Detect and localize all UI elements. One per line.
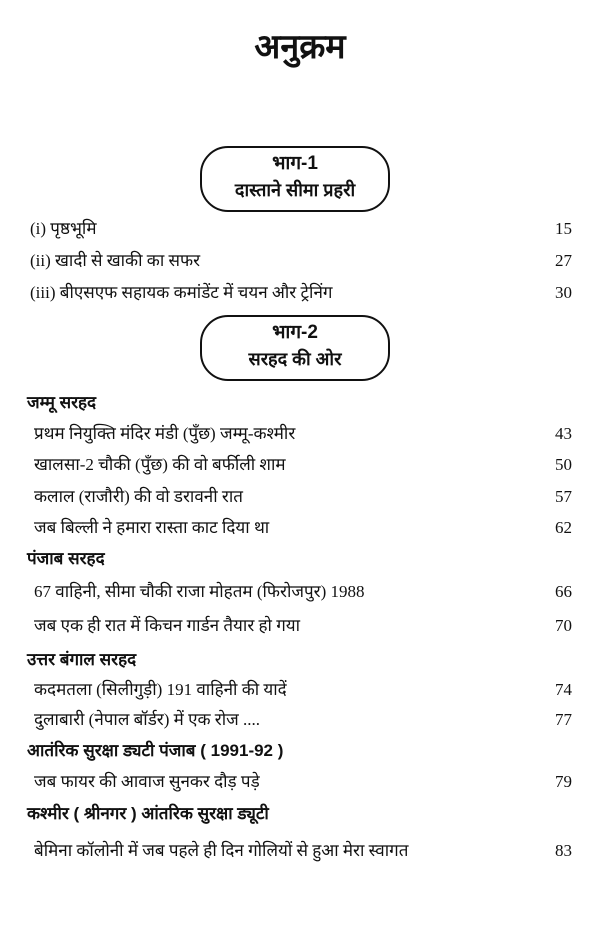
entry-title: जब बिल्ली ने हमारा रास्ता काट दिया था [34,518,270,537]
entry-page: 70 [555,616,572,635]
section-heading: जम्मू सरहद [27,393,97,412]
entry-page: 43 [555,424,572,443]
entry-title: बेमिना कॉलोनी में जब पहले ही दिन गोलियों से हुआ मेरा स्वागत [34,841,409,860]
entry-page: 66 [555,582,572,601]
entry-title: (ii) खादी से खाकी का सफर [30,251,201,270]
toc-entry[interactable] [30,838,572,864]
toc-entry[interactable] [30,452,572,478]
part-title: दास्ताने सीमा प्रहरी [234,180,356,200]
entry-page: 62 [555,518,572,537]
part-2-box [200,315,390,381]
toc-entry[interactable] [30,613,572,639]
toc-entry[interactable] [30,677,572,703]
entry-page: 83 [555,841,572,860]
toc-entry[interactable] [30,484,572,510]
toc-entry[interactable] [30,769,572,795]
entry-title: (iii) बीएसएफ सहायक कमांडेंट में चयन और ट्रेनिंग [30,283,333,302]
toc-entry[interactable] [30,421,572,447]
section-heading: पंजाब सरहद [27,549,105,568]
section-heading: कश्मीर ( श्रीनगर ) आंतरिक सुरक्षा ड्यूटी [27,804,269,823]
entry-title: प्रथम नियुक्ति मंदिर मंडी (पुँछ) जम्मू-कश्मीर [34,424,296,443]
section-heading: उत्तर बंगाल सरहद [27,650,137,669]
toc-entry[interactable] [30,515,572,541]
entry-title: जब फायर की आवाज सुनकर दौड़ पड़े [34,772,260,791]
entry-page: 77 [555,710,572,729]
entry-page: 57 [555,487,572,506]
part-number: भाग-2 [272,322,318,343]
toc-entry[interactable] [30,280,572,306]
entry-page: 74 [555,680,572,699]
entry-page: 27 [555,251,572,270]
page-title: अनुक्रम [254,28,346,66]
toc-entry[interactable] [30,579,572,605]
part-number: भाग-1 [272,153,318,174]
entry-page: 50 [555,455,572,474]
entry-title: (i) पृष्ठभूमि [30,219,97,238]
entry-title: जब एक ही रात में किचन गार्डन तैयार हो गया [34,616,301,635]
entry-title: कदमतला (सिलीगुड़ी) 191 वाहिनी की यादें [34,680,287,699]
entry-title: 67 वाहिनी, सीमा चौकी राजा मोहतम (फिरोजपुर) 1988 [34,582,365,601]
entry-title: कलाल (राजौरी) की वो डरावनी रात [34,487,243,506]
part-1-box [200,146,390,212]
part-title: सरहद की ओर [248,349,342,369]
entry-title: खालसा-2 चौकी (पुँछ) की वो बर्फीली शाम [34,455,286,474]
entry-page: 15 [555,219,572,238]
toc-entry[interactable] [30,707,572,733]
entry-page: 79 [555,772,572,791]
toc-entry[interactable] [30,248,572,274]
entry-title: दुलाबारी (नेपाल बॉर्डर) में एक रोज .... [34,710,261,729]
entry-page: 30 [555,283,572,302]
section-heading: आतंरिक सुरक्षा ड्यटी पंजाब ( 1991-92 ) [27,741,284,760]
toc-entry[interactable] [30,216,572,242]
